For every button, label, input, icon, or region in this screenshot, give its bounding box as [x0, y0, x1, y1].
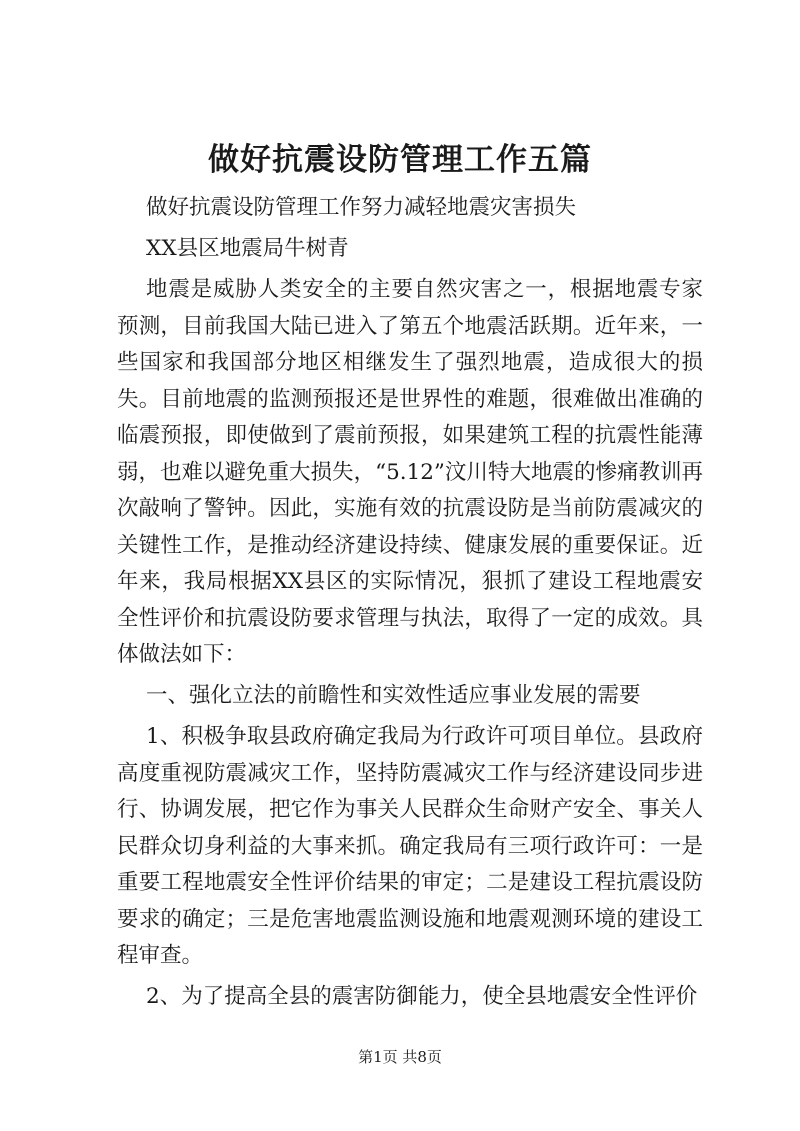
section-heading-1: 一、强化立法的前瞻性和实效性适应事业发展的需要	[146, 683, 641, 708]
paragraph-intro: 地震是威胁人类安全的主要自然灾害之一，根据地震专家预测，目前我国大陆已进入了第五个地震活跃期。近年来，一些国家和我国部分地区相继发生了强烈地震，造成很大的损失。目前地震的监测预报还是世界性的难题，很难做出准确的临震预报，即使做到了震前预报，如果建筑工程的抗震性能薄弱，也难以避免重大损失，“5.12”汶川特大地震的惨痛教训再次敲响了警钟。因此，实施有效的抗震设防是当前防震减灾的关键性工作，是推动经济建设持续、健康发展的重要保证。近年来，我局根据XX县区的实际情况，狠抓了建设工程地震安全性评价和抗震设防要求管理与执法，取得了一定的成效。具体做法如下：	[117, 277, 703, 667]
document-author: XX县区地震局牛树青	[146, 236, 349, 261]
document-subtitle: 做好抗震设防管理工作努力减轻地震灾害损失	[146, 195, 577, 220]
document-body	[117, 190, 703, 1020]
paragraph-item-2: 2、为了提高全县的震害防御能力，使全县地震安全性评价	[146, 984, 698, 1009]
paragraph-item-1: 1、积极争取县政府确定我局为行政许可项目单位。县政府高度重视防震减灾工作，坚持防震减灾工作与经济建设同步进行、协调发展，把它作为事关人民群众生命财产安全、事关人民群众切身利益的大事来抓。确定我局有三项行政许可：一是重要工程地震安全性评价结果的审定；二是建设工程抗震设防要求的确定；三是危害地震监测设施和地震观测环境的建设工程审查。	[117, 724, 703, 968]
page-number: 第1页 共8页	[358, 1048, 442, 1066]
document-title: 做好抗震设防管理工作五篇	[208, 142, 592, 178]
